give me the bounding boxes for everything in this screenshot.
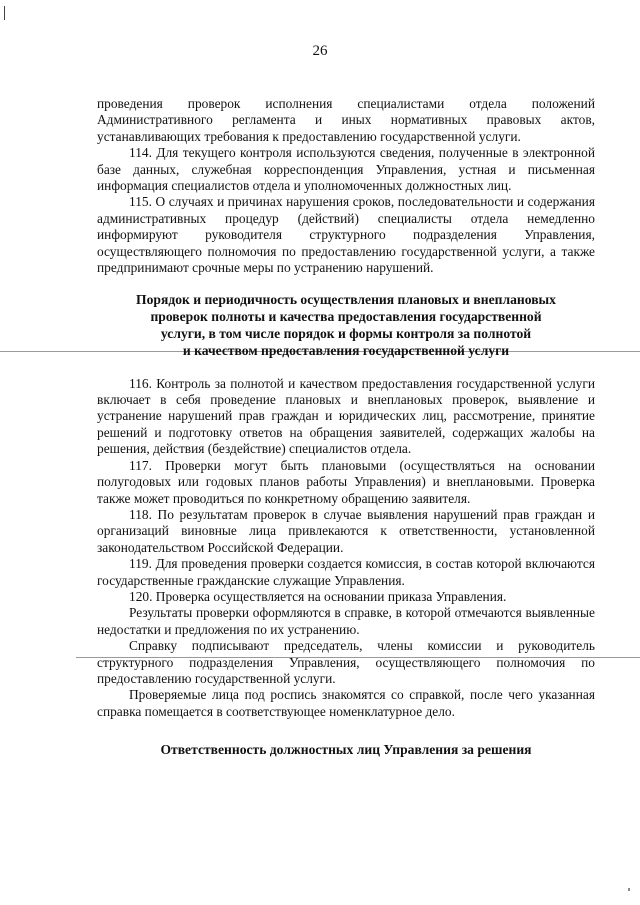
- paragraph-signatures: Справку подписывают председатель, члены комиссии и руководитель структурного подразделения Управления, осуществляющего полномочия по предоставлению государственной услуги.: [97, 638, 595, 686]
- paragraph-results: Результаты проверки оформляются в справке, в которой отмечаются выявленные недостатки и предложения по их устранению.: [97, 605, 595, 637]
- paragraph-continuation: проведения проверок исполнения специалистами отдела положений Административного регламента и иных нормативных правовых актов, устанавливающих требования к предоставлению государственной услуги.: [97, 96, 595, 144]
- paragraph-119: 119. Для проведения проверки создается комиссия, в состав которой включаются государственные гражданские служащие Управления.: [97, 556, 595, 588]
- paragraph-118: 118. По результатам проверок в случае выявления нарушений прав граждан и организаций виновные лица привлекаются к ответственности, установленной законодательством Российской Федерации.: [97, 506, 595, 555]
- bottom-heading: Ответственность должностных лиц Управления за решения: [160, 742, 532, 758]
- page-number: 26: [312, 43, 328, 59]
- section-heading-line-1: Порядок и периодичность осуществления плановых и внеплановых: [136, 292, 556, 308]
- paragraph-120: 120. Проверка осуществляется на основании приказа Управления.: [129, 588, 507, 604]
- section-heading-line-3: услуги, в том числе порядок и формы контроля за полнотой: [160, 326, 532, 342]
- paragraph-114: 114. Для текущего контроля используются сведения, полученные в электронной базе данных, служебная корреспонденция Управления, устная и письменная информация специалистов отдела и уполномоченных должностных лиц.: [97, 145, 595, 194]
- scan-margin-mark: [4, 6, 5, 20]
- section-heading-line-2: проверок полноты и качества предоставления государственной: [150, 309, 542, 325]
- document-body: [97, 96, 595, 775]
- paragraph-115: 115. О случаях и причинах нарушения сроков, последовательности и содержания административных процедур (действий) специалисты отдела немедленно информируют руководителя структурного подразделения Управления, осуществляющего полномочия по предоставлению государственной услуги, а также предпринимают срочные меры по устранению нарушений.: [97, 194, 595, 276]
- paragraph-117: 117. Проверки могут быть плановыми (осуществляться на основании полугодовых или годовых планов работы Управления) и внеплановыми. Проверка также может проводиться по конкретному обращению заявителя.: [97, 457, 595, 506]
- paragraph-archive: Проверяемые лица под роспись знакомятся со справкой, после чего указанная справка помещается в соответствующее номенклатурное дело.: [97, 687, 595, 719]
- scan-corner-dot: [628, 888, 630, 891]
- section-heading-line-4: и качеством предоставления государственной услуги: [182, 342, 510, 358]
- section-heading: [97, 292, 595, 359]
- paragraph-116: 116. Контроль за полнотой и качеством предоставления государственной услуги включает в себя проведение плановых и внеплановых проверок, выявление и устранение нарушений прав граждан и юридических лиц, рассмотрение, принятие решений и подготовку ответов на обращения заявителей, содержащих жалобы на решения, действия (бездействие) специалистов отдела.: [97, 375, 595, 457]
